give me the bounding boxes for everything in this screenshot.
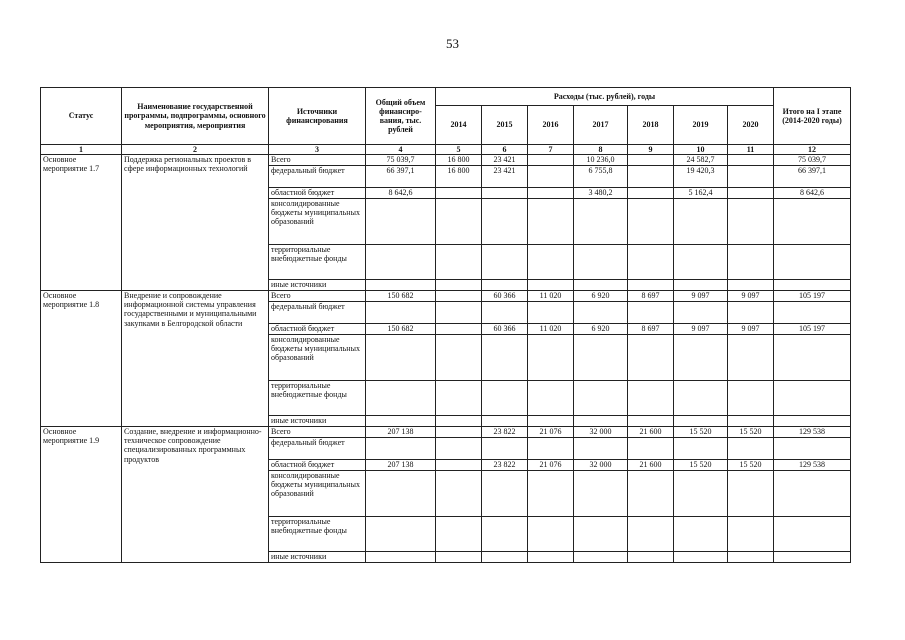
year-amount — [728, 155, 774, 166]
header-year: 2020 — [728, 106, 774, 145]
year-amount: 5 162,4 — [674, 188, 728, 199]
year-amount — [728, 166, 774, 188]
year-amount — [528, 381, 574, 416]
year-amount — [528, 438, 574, 460]
total-amount — [366, 245, 436, 280]
year-amount: 6 755,8 — [574, 166, 628, 188]
year-amount: 9 097 — [728, 291, 774, 302]
header-stage-total: Итого на I этапе (2014-2020 годы) — [774, 88, 851, 145]
year-amount — [728, 416, 774, 427]
header-name: Наименование государственной программы, подпрограммы, основного мероприятия, мероприятия — [122, 88, 269, 145]
measure-name: Поддержка региональных проектов в сфере информационных технологий — [122, 155, 269, 291]
year-amount — [528, 155, 574, 166]
year-amount — [674, 517, 728, 552]
year-amount — [482, 438, 528, 460]
measure-name: Внедрение и сопровождение информационной системы управления государственными и муниципальными закупками в Белгородской области — [122, 291, 269, 427]
year-amount — [574, 199, 628, 245]
col-number: 3 — [269, 145, 366, 155]
col-number: 9 — [628, 145, 674, 155]
year-amount: 6 920 — [574, 324, 628, 335]
year-amount — [728, 245, 774, 280]
funding-source: Всего — [269, 155, 366, 166]
year-amount — [628, 471, 674, 517]
year-amount: 11 020 — [528, 291, 574, 302]
header-sources: Источники финансирования — [269, 88, 366, 145]
year-amount: 23 822 — [482, 460, 528, 471]
year-amount — [482, 471, 528, 517]
year-amount: 9 097 — [674, 324, 728, 335]
year-amount — [528, 302, 574, 324]
measure-status: Основное мероприятие 1.7 — [41, 155, 122, 291]
funding-source: консолидированные бюджеты муниципальных образований — [269, 335, 366, 381]
stage-total — [774, 280, 851, 291]
year-amount — [436, 460, 482, 471]
year-amount — [574, 245, 628, 280]
total-amount: 150 682 — [366, 291, 436, 302]
year-amount — [528, 245, 574, 280]
year-amount — [728, 280, 774, 291]
year-amount — [674, 199, 728, 245]
year-amount: 23 421 — [482, 155, 528, 166]
funding-source: иные источники — [269, 552, 366, 563]
funding-source: федеральный бюджет — [269, 302, 366, 324]
header-total: Общий объем финансиро-вания, тыс. рублей — [366, 88, 436, 145]
total-amount — [366, 335, 436, 381]
total-amount — [366, 280, 436, 291]
total-amount — [366, 199, 436, 245]
year-amount: 15 520 — [674, 427, 728, 438]
year-amount — [482, 245, 528, 280]
year-amount — [528, 471, 574, 517]
year-amount — [574, 335, 628, 381]
year-amount — [628, 166, 674, 188]
funding-source: Всего — [269, 427, 366, 438]
stage-total — [774, 517, 851, 552]
funding-source: областной бюджет — [269, 188, 366, 199]
total-amount — [366, 517, 436, 552]
funding-source: федеральный бюджет — [269, 166, 366, 188]
stage-total: 66 397,1 — [774, 166, 851, 188]
total-amount — [366, 471, 436, 517]
year-amount — [574, 381, 628, 416]
table-row — [41, 155, 851, 166]
stage-total — [774, 199, 851, 245]
year-amount — [574, 517, 628, 552]
year-amount — [628, 335, 674, 381]
year-amount — [482, 517, 528, 552]
stage-total: 105 197 — [774, 291, 851, 302]
year-amount — [628, 517, 674, 552]
col-number: 8 — [574, 145, 628, 155]
year-amount — [436, 471, 482, 517]
year-amount — [528, 517, 574, 552]
year-amount — [728, 517, 774, 552]
year-amount — [482, 335, 528, 381]
col-number: 11 — [728, 145, 774, 155]
year-amount — [528, 199, 574, 245]
year-amount — [628, 302, 674, 324]
year-amount: 6 920 — [574, 291, 628, 302]
year-amount: 24 582,7 — [674, 155, 728, 166]
year-amount — [482, 302, 528, 324]
funding-source: областной бюджет — [269, 460, 366, 471]
year-amount — [436, 381, 482, 416]
header-status: Статус — [41, 88, 122, 145]
stage-total — [774, 381, 851, 416]
year-amount — [482, 381, 528, 416]
total-amount: 207 138 — [366, 460, 436, 471]
header-year: 2017 — [574, 106, 628, 145]
year-amount — [628, 245, 674, 280]
year-amount — [528, 280, 574, 291]
total-amount: 150 682 — [366, 324, 436, 335]
year-amount: 21 076 — [528, 460, 574, 471]
year-amount — [728, 381, 774, 416]
stage-total: 75 039,7 — [774, 155, 851, 166]
year-amount — [674, 302, 728, 324]
year-amount: 8 697 — [628, 324, 674, 335]
year-amount: 60 366 — [482, 324, 528, 335]
total-amount — [366, 416, 436, 427]
year-amount — [436, 199, 482, 245]
col-number: 12 — [774, 145, 851, 155]
stage-total: 8 642,6 — [774, 188, 851, 199]
col-number: 6 — [482, 145, 528, 155]
stage-total — [774, 335, 851, 381]
stage-total — [774, 438, 851, 460]
year-amount — [528, 552, 574, 563]
total-amount: 207 138 — [366, 427, 436, 438]
year-amount — [728, 471, 774, 517]
year-amount — [728, 188, 774, 199]
funding-source: иные источники — [269, 416, 366, 427]
year-amount: 15 520 — [674, 460, 728, 471]
year-amount — [674, 245, 728, 280]
year-amount — [728, 438, 774, 460]
year-amount: 23 822 — [482, 427, 528, 438]
stage-total — [774, 552, 851, 563]
year-amount — [728, 552, 774, 563]
year-amount — [574, 552, 628, 563]
year-amount — [674, 416, 728, 427]
measure-status: Основное мероприятие 1.9 — [41, 427, 122, 563]
year-amount: 8 697 — [628, 291, 674, 302]
year-amount: 16 800 — [436, 166, 482, 188]
year-amount — [628, 381, 674, 416]
year-amount: 16 800 — [436, 155, 482, 166]
col-number: 7 — [528, 145, 574, 155]
year-amount — [436, 280, 482, 291]
year-amount — [528, 188, 574, 199]
funding-source: территориальные внебюджетные фонды — [269, 245, 366, 280]
stage-total — [774, 471, 851, 517]
year-amount — [628, 280, 674, 291]
header-expenses: Расходы (тыс. рублей), годы — [436, 88, 774, 106]
year-amount: 32 000 — [574, 460, 628, 471]
year-amount: 15 520 — [728, 427, 774, 438]
year-amount — [574, 280, 628, 291]
stage-total — [774, 416, 851, 427]
total-amount — [366, 438, 436, 460]
year-amount — [436, 552, 482, 563]
stage-total — [774, 302, 851, 324]
year-amount — [574, 438, 628, 460]
col-number: 4 — [366, 145, 436, 155]
year-amount — [436, 245, 482, 280]
year-amount — [728, 335, 774, 381]
page-number: 53 — [446, 36, 459, 51]
col-number: 10 — [674, 145, 728, 155]
header-year: 2018 — [628, 106, 674, 145]
header-year: 2016 — [528, 106, 574, 145]
year-amount — [528, 166, 574, 188]
year-amount — [628, 416, 674, 427]
measure-name: Создание, внедрение и информационно-техническое сопровождение специализированных программных продуктов — [122, 427, 269, 563]
year-amount — [436, 324, 482, 335]
funding-source: территориальные внебюджетные фонды — [269, 517, 366, 552]
year-amount — [436, 335, 482, 381]
col-number: 5 — [436, 145, 482, 155]
year-amount — [436, 517, 482, 552]
year-amount — [482, 188, 528, 199]
year-amount: 9 097 — [728, 324, 774, 335]
year-amount: 32 000 — [574, 427, 628, 438]
year-amount — [728, 199, 774, 245]
year-amount — [628, 199, 674, 245]
year-amount — [436, 291, 482, 302]
budget-table — [40, 87, 851, 563]
funding-source: федеральный бюджет — [269, 438, 366, 460]
year-amount — [628, 188, 674, 199]
year-amount — [674, 438, 728, 460]
total-amount: 8 642,6 — [366, 188, 436, 199]
funding-source: областной бюджет — [269, 324, 366, 335]
year-amount: 3 480,2 — [574, 188, 628, 199]
year-amount: 21 076 — [528, 427, 574, 438]
year-amount: 10 236,0 — [574, 155, 628, 166]
funding-source: иные источники — [269, 280, 366, 291]
year-amount — [574, 416, 628, 427]
year-amount — [674, 335, 728, 381]
year-amount — [674, 381, 728, 416]
year-amount — [628, 552, 674, 563]
year-amount — [674, 280, 728, 291]
stage-total — [774, 245, 851, 280]
total-amount — [366, 552, 436, 563]
total-amount: 75 039,7 — [366, 155, 436, 166]
year-amount: 11 020 — [528, 324, 574, 335]
year-amount — [728, 302, 774, 324]
year-amount — [628, 155, 674, 166]
year-amount: 19 420,3 — [674, 166, 728, 188]
year-amount — [436, 438, 482, 460]
year-amount: 15 520 — [728, 460, 774, 471]
stage-total: 129 538 — [774, 427, 851, 438]
funding-source: Всего — [269, 291, 366, 302]
year-amount — [482, 416, 528, 427]
year-amount — [574, 302, 628, 324]
year-amount: 9 097 — [674, 291, 728, 302]
year-amount — [674, 471, 728, 517]
year-amount: 21 600 — [628, 460, 674, 471]
year-amount — [482, 280, 528, 291]
table-row — [41, 291, 851, 302]
stage-total: 129 538 — [774, 460, 851, 471]
year-amount — [436, 416, 482, 427]
col-number: 2 — [122, 145, 269, 155]
year-amount — [528, 416, 574, 427]
header-year: 2014 — [436, 106, 482, 145]
funding-source: консолидированные бюджеты муниципальных образований — [269, 199, 366, 245]
total-amount — [366, 302, 436, 324]
year-amount: 23 421 — [482, 166, 528, 188]
year-amount: 21 600 — [628, 427, 674, 438]
year-amount — [482, 552, 528, 563]
col-number: 1 — [41, 145, 122, 155]
measure-status: Основное мероприятие 1.8 — [41, 291, 122, 427]
year-amount — [528, 335, 574, 381]
year-amount — [574, 471, 628, 517]
total-amount — [366, 381, 436, 416]
table-row — [41, 427, 851, 438]
table-body — [41, 155, 851, 563]
year-amount — [628, 438, 674, 460]
stage-total: 105 197 — [774, 324, 851, 335]
year-amount — [436, 427, 482, 438]
year-amount — [436, 188, 482, 199]
funding-source: консолидированные бюджеты муниципальных образований — [269, 471, 366, 517]
year-amount: 60 366 — [482, 291, 528, 302]
year-amount — [674, 552, 728, 563]
year-amount — [436, 302, 482, 324]
year-amount — [482, 199, 528, 245]
header-year: 2015 — [482, 106, 528, 145]
funding-source: территориальные внебюджетные фонды — [269, 381, 366, 416]
header-year: 2019 — [674, 106, 728, 145]
total-amount: 66 397,1 — [366, 166, 436, 188]
